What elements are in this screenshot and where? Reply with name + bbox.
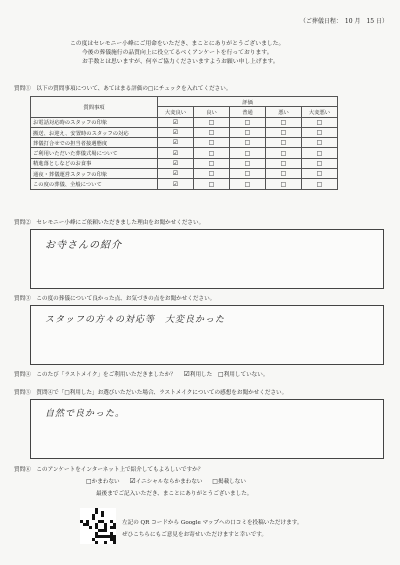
checkbox-icon[interactable]: □ xyxy=(230,117,266,127)
footer-line: 左記の QR コードから Google マップへの口コミを投稿いただけます。 xyxy=(122,520,303,526)
level-header: 大変良い xyxy=(158,107,194,117)
question-item: 搬送、お迎え、安置時のスタッフの対応 xyxy=(31,127,158,137)
checkbox-icon[interactable]: □ xyxy=(194,117,230,127)
checkbox-icon[interactable]: □ xyxy=(194,127,230,137)
checkbox-icon[interactable]: □ xyxy=(302,127,338,137)
q4-opt1-label: 利用した xyxy=(189,372,213,378)
checkbox-icon[interactable]: □ xyxy=(194,138,230,148)
intro-text xyxy=(70,40,370,67)
table-row xyxy=(31,169,338,179)
q6-opt-label: かまわない xyxy=(91,479,120,485)
checkbox-icon[interactable]: □ xyxy=(266,127,302,137)
checkbox-icon[interactable]: □ xyxy=(230,148,266,158)
q3-answer: スタッフの方々の対応等 大変良かった xyxy=(45,315,226,325)
checkbox-icon[interactable]: □ xyxy=(302,158,338,168)
table-row xyxy=(31,117,338,127)
q6-label: 質問⑥ このアンケートをインターネット上で紹介してもよろしいですか？ xyxy=(14,467,204,473)
checkbox-icon[interactable]: □ xyxy=(302,148,338,158)
q6-option-no[interactable] xyxy=(212,479,246,485)
checkbox-icon[interactable]: □ xyxy=(194,158,230,168)
q6-option-ok[interactable] xyxy=(86,479,120,485)
checkbox-icon[interactable]: □ xyxy=(302,169,338,179)
checkbox-icon[interactable]: □ xyxy=(194,148,230,158)
checked-box-icon[interactable]: ☑ xyxy=(158,179,194,189)
q2-answer-box[interactable] xyxy=(30,229,384,289)
table-row xyxy=(31,138,338,148)
footer-text xyxy=(122,518,302,538)
question-item: この度の葬儀、全般について xyxy=(31,179,158,189)
level-header: 大変悪い xyxy=(302,107,338,117)
checkbox-icon[interactable]: □ xyxy=(302,117,338,127)
checked-box-icon[interactable]: ☑ xyxy=(158,127,194,137)
q2-label: 質問② セレモニー小峰にご依頼いただきました理由をお聞かせください。 xyxy=(14,220,205,226)
table-row xyxy=(31,148,338,158)
checkbox-icon[interactable]: □ xyxy=(230,127,266,137)
checkbox-icon[interactable]: □ xyxy=(302,138,338,148)
checkbox-icon[interactable]: □ xyxy=(230,169,266,179)
checkbox-icon[interactable]: □ xyxy=(266,148,302,158)
level-header: 良い xyxy=(194,107,230,117)
checkbox-icon[interactable]: □ xyxy=(230,179,266,189)
q6-option-initial[interactable] xyxy=(129,479,202,485)
q2-answer: お寺さんの紹介 xyxy=(45,240,122,251)
question-item: お電話対応時のスタッフの印象 xyxy=(31,117,158,127)
checkbox-icon[interactable]: □ xyxy=(194,179,230,189)
level-header: 普通 xyxy=(230,107,266,117)
q4-opt2-label: 利用していない。 xyxy=(223,372,269,378)
checkbox-icon: □ xyxy=(212,478,218,485)
footer-line: ぜひこちらにもご意見をお寄せいただけますと幸いです。 xyxy=(122,532,267,538)
q4-option-not-used[interactable] xyxy=(218,372,268,378)
checkbox-icon[interactable]: □ xyxy=(266,169,302,179)
checkbox-icon[interactable]: □ xyxy=(266,158,302,168)
question-item: 精進落としなどのお食事 xyxy=(31,158,158,168)
level-header: 悪い xyxy=(266,107,302,117)
date-line: （ご葬儀日程： 10 月 15 日） xyxy=(299,18,388,25)
checkbox-icon[interactable]: □ xyxy=(194,169,230,179)
checkbox-icon[interactable]: □ xyxy=(266,117,302,127)
intro-line: この度はセレモニー小峰にご用命をいただき、まことにありがとうございました。 xyxy=(70,41,285,47)
q4-label xyxy=(14,370,268,378)
checkbox-icon: □ xyxy=(218,371,224,378)
checked-box-icon[interactable]: ☑ xyxy=(158,148,194,158)
checked-box-icon[interactable]: ☑ xyxy=(158,117,194,127)
q6-opt-label: 掲載しない xyxy=(217,479,246,485)
checked-box-icon: ☑ xyxy=(129,477,136,485)
table-row xyxy=(31,179,338,189)
checked-box-icon: ☑ xyxy=(183,370,190,378)
qr-code-icon[interactable] xyxy=(80,508,116,544)
q3-answer-box[interactable] xyxy=(30,305,384,365)
checkbox-icon[interactable]: □ xyxy=(266,179,302,189)
checkbox-icon: □ xyxy=(86,478,92,485)
q5-label: 質問⑤ 質問④で「□利用した」お選びいただいた場合、ラストメイクについての感想をお聞かせください。 xyxy=(14,390,288,396)
question-item: 葬儀打合せでの担当者接遇態度 xyxy=(31,138,158,148)
checkbox-icon[interactable]: □ xyxy=(230,158,266,168)
q4-question: 質問④ このたび「ラストメイク」をご利用いただきましたか？ xyxy=(14,372,176,378)
checked-box-icon[interactable]: ☑ xyxy=(158,138,194,148)
q4-option-used[interactable] xyxy=(184,372,213,378)
q6-opt-label: イニシャルならかまわない xyxy=(135,479,203,485)
q5-answer-box[interactable] xyxy=(30,399,384,459)
checkbox-icon[interactable]: □ xyxy=(266,138,302,148)
intro-line: 今後の葬儀施行の品質向上に役立てるべくアンケートを行っております。 xyxy=(82,50,273,56)
question-item: 通夜・葬儀運営スタッフの印象 xyxy=(31,169,158,179)
question-item: ご利用いただいた葬儀式場について xyxy=(31,148,158,158)
checkbox-icon[interactable]: □ xyxy=(230,138,266,148)
closing-text: 最後までご記入いただき、まことにありがとうございました。 xyxy=(96,491,253,497)
head-eval: 評価 xyxy=(158,97,338,107)
head-item: 質問事項 xyxy=(31,97,158,118)
checkbox-icon[interactable]: □ xyxy=(302,179,338,189)
q1-label: 質問① 以下の質問事項について、あてはまる評価の□にチェックを入れてください。 xyxy=(14,86,232,92)
checked-box-icon[interactable]: ☑ xyxy=(158,169,194,179)
q6-options xyxy=(86,477,246,485)
checked-box-icon[interactable]: ☑ xyxy=(158,158,194,168)
rating-table xyxy=(30,96,338,190)
q3-label: 質問③ この度の葬儀について良かった点、お気づきの点をお聞かせください。 xyxy=(14,296,216,302)
q5-answer: 自然で良かった。 xyxy=(45,409,126,419)
table-row xyxy=(31,158,338,168)
table-row xyxy=(31,127,338,137)
intro-line: お手数とは思いますが、何卒ご協力くださいますようお願い申し上げます。 xyxy=(82,59,279,65)
